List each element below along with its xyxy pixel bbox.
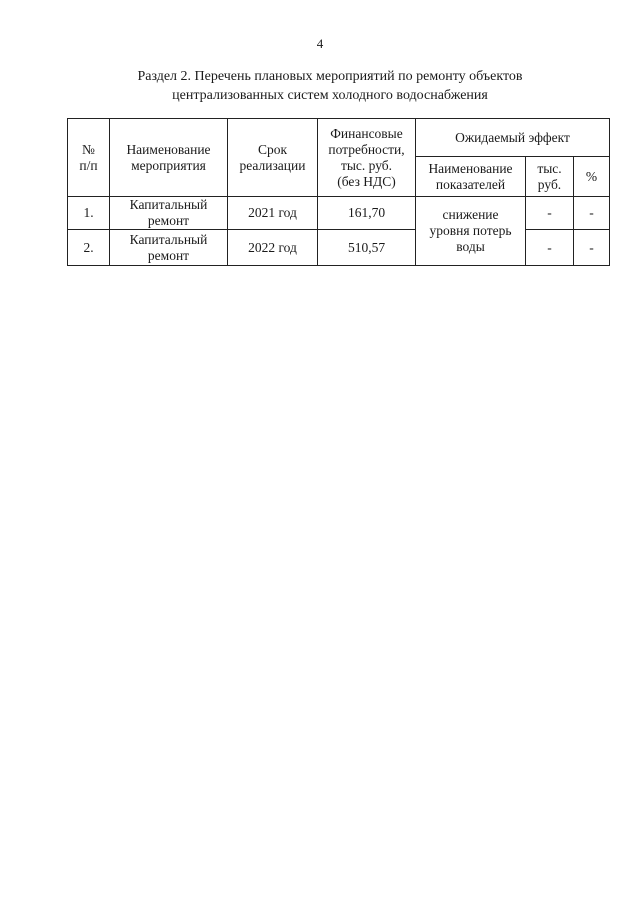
header-expected-effect: Ожидаемый эффект: [416, 119, 610, 157]
row-num: 2.: [68, 230, 110, 266]
row-percent: -: [574, 197, 610, 230]
header-finance: Финансовые потребности, тыс. руб. (без НДС): [318, 119, 416, 197]
row-finance: 161,70: [318, 197, 416, 230]
row-term: 2022 год: [228, 230, 318, 266]
header-activity-name: Наименование мероприятия: [110, 119, 228, 197]
section-title-line-2: централизованных систем холодного водоснабжения: [172, 88, 488, 103]
header-percent: %: [574, 157, 610, 197]
table-row: [68, 197, 610, 230]
page-number: 4: [316, 36, 324, 51]
row-activity-name: Капитальный ремонт: [110, 197, 228, 230]
header-indicator-name: Наименование показателей: [416, 157, 526, 197]
row-thousand-rub: -: [526, 197, 574, 230]
header-term: Срок реализации: [228, 119, 318, 197]
header-num: № п/п: [68, 119, 110, 197]
repair-plan-table: [67, 118, 610, 266]
row-activity-name: Капитальный ремонт: [110, 230, 228, 266]
row-term: 2021 год: [228, 197, 318, 230]
section-title: [60, 67, 600, 105]
row-indicator-name: снижение уровня потерь воды: [416, 197, 526, 266]
row-finance: 510,57: [318, 230, 416, 266]
row-percent: -: [574, 230, 610, 266]
row-num: 1.: [68, 197, 110, 230]
row-thousand-rub: -: [526, 230, 574, 266]
table-header-row: [68, 119, 610, 157]
header-thousand-rub: тыс. руб.: [526, 157, 574, 197]
section-title-line-1: Раздел 2. Перечень плановых мероприятий по ремонту объектов: [137, 69, 523, 84]
table-row: [68, 230, 610, 266]
